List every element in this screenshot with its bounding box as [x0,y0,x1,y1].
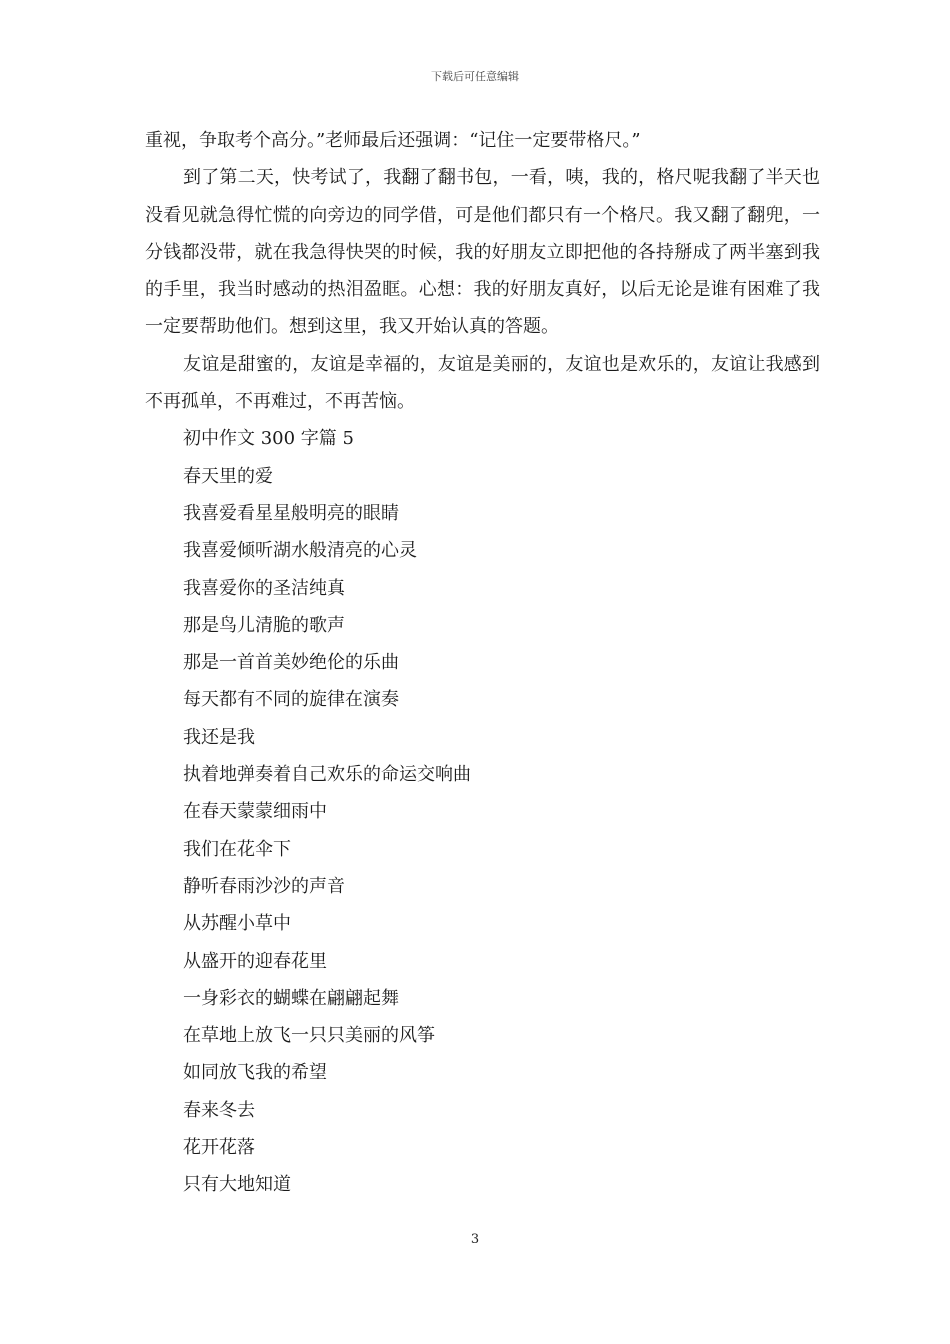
poem-line: 如同放飞我的希望 [183,1062,327,1084]
poem-line: 每天都有不同的旋律在演奏 [183,689,399,711]
page-number: 3 [470,1232,480,1247]
poem-line: 我还是我 [183,726,255,748]
header-note: 下载后可任意编辑 [431,70,519,83]
poem-line: 执着地弹奏着自己欢乐的命运交响曲 [183,764,471,786]
poem-line: 在春天蒙蒙细雨中 [183,801,327,823]
paragraph-continuation: 重视，争取考个高分。”老师最后还强调：“记住一定要带格尺。” [145,130,641,151]
poem-line: 静听春雨沙沙的声音 [183,875,345,897]
poem-line: 从盛开的迎春花里 [183,950,327,972]
essay-heading: 初中作文 300 字篇 5 [183,428,354,450]
paragraph-exam-day: 到了第二天，快考试了，我翻了翻书包，一看，咦，我的，格尺呢我翻了半天也没看见就急得忙慌的向旁边的同学借，可是他们都只有一个格尺。我又翻了翻兜，一分钱都没带，就在我急得快哭的时候，我的好朋友立即把他的各持掰成了两半塞到我的手里，我当时感动的热泪盈眶。心想：我的好朋友真好，以后无论是谁有困难了我一定要帮助他们。想到这里，我又开始认真的答题。 [145,167,820,338]
poem-line: 在草地上放飞一只只美丽的风筝 [183,1025,435,1047]
poem-line: 花开花落 [183,1137,255,1159]
paragraph-friendship: 友谊是甜蜜的，友谊是幸福的，友谊是美丽的，友谊也是欢乐的，友谊让我感到不再孤单，不再难过，不再苦恼。 [145,353,820,413]
poem-title: 春天里的爱 [183,465,273,487]
poem-line: 只有大地知道 [183,1174,291,1196]
poem-line: 我们在花伞下 [183,838,291,860]
poem-line: 我喜爱你的圣洁纯真 [183,577,345,599]
poem-line: 那是鸟儿清脆的歌声 [183,614,345,636]
poem-line: 一身彩衣的蝴蝶在翩翩起舞 [183,987,399,1009]
poem-line: 我喜爱倾听湖水般清亮的心灵 [183,540,417,562]
poem-line: 我喜爱看星星般明亮的眼睛 [183,502,399,524]
poem-line: 从苏醒小草中 [183,913,291,935]
poem-line: 那是一首首美妙绝伦的乐曲 [183,652,399,674]
poem-line: 春来冬去 [183,1099,255,1121]
document-body [145,122,820,1204]
